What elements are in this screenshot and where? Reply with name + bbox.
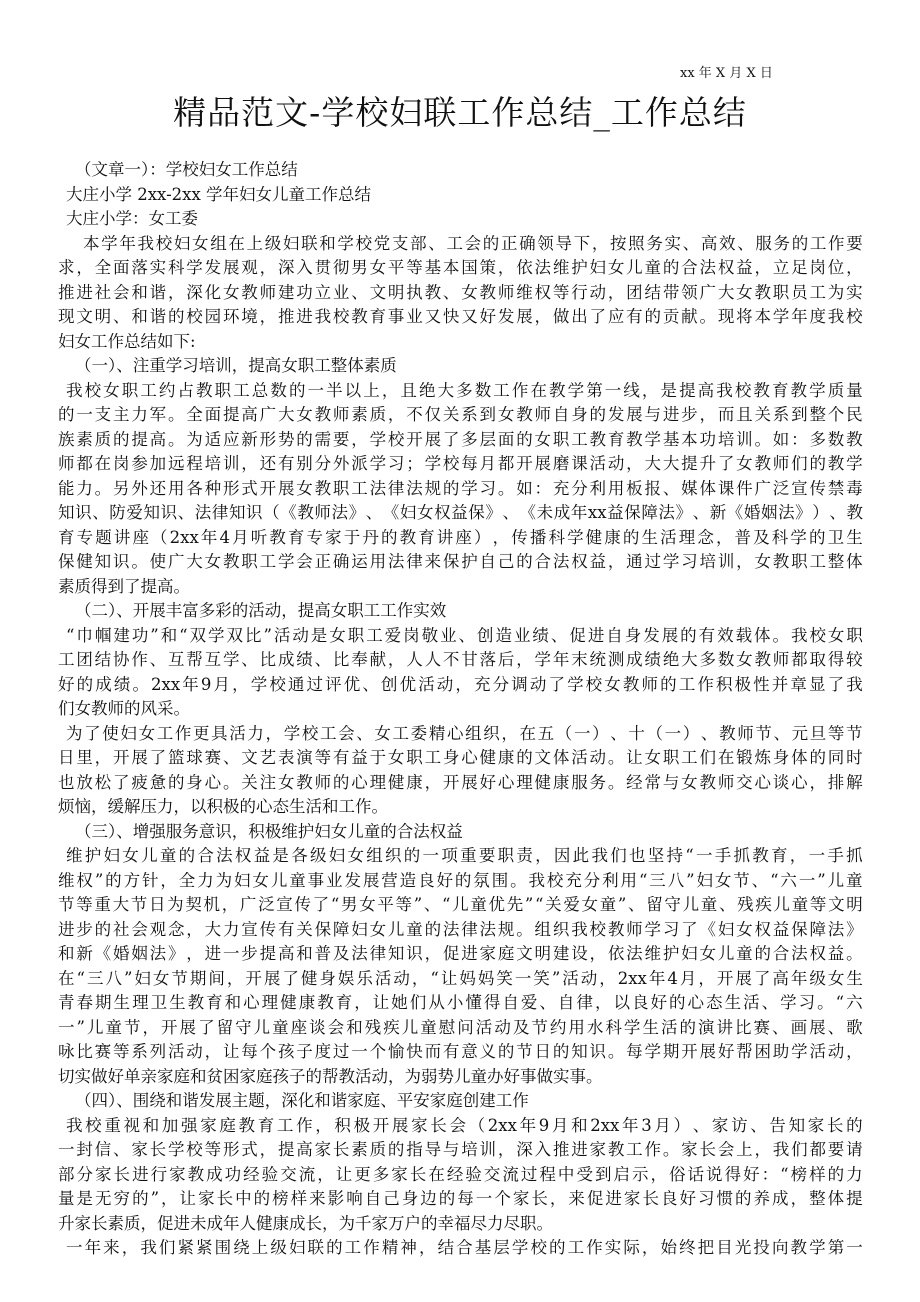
text-line: （三）、增强服务意识，积极维护妇女儿童的合法权益 xyxy=(75,821,463,841)
text-line: 和 新 《 婚 姻 法 》 ， 进 一 步 提 高 和 普 及 法 律 知 识 ， 促 进 家 庭 文 明 建 设 ， 依 法 维 护 妇 女 儿 童 的 合 法 权 益 。 xyxy=(58,944,863,963)
text-line: 一 ” 儿 童 节 ， 开 展 了 留 守 儿 童 座 谈 会 和 残 疾 儿 童 慰 问 活 动 及 节 约 用 水 科 学 生 活 的 演 讲 比 赛 、 画 展 、 歌 xyxy=(58,1017,863,1037)
text-line: 也 放 松 了 疲 惫 的 身 心 。 关 注 女 教 师 的 心 理 健 康 ， 开 展 好 心 理 健 康 服 务 。 经 常 与 女 教 师 交 心 谈 心 ， 排 解 xyxy=(58,772,863,792)
text-line: 们女教师的风采。 xyxy=(58,699,190,718)
text-line: 一 封 信 、 家 长 学 校 等 形 式 ， 提 高 家 长 素 质 的 指 导 与 培 训 ， 深 入 推 进 家 教 工 作 。 家 长 会 上 ， 我 们 都 要 请 xyxy=(58,1140,863,1159)
text-line: 青 春 期 生 理 卫 生 教 育 和 心 理 健 康 教 育 ， 让 她 们 从 小 懂 得 自 爱 、 自 律 ， 以 良 好 的 心 态 生 活 、 学 习 。 “ 六 xyxy=(58,993,863,1012)
text-line: （二）、开展丰富多彩的活动，提高女职工工作实效 xyxy=(75,601,447,620)
text-line: 求 ， 全 面 落 实 科 学 发 展 观 ， 深 入 贯 彻 男 女 平 等 基 本 国 策 ， 依 法 维 护 妇 女 儿 童 的 合 法 权 益 ， 立 足 岗 位 ， xyxy=(58,258,863,277)
text-line: 烦恼，缓解压力，以积极的心态生活和工作。 xyxy=(58,797,388,816)
text-line: 妇女工作总结如下: xyxy=(58,331,196,351)
text-line: （四）、围绕和谐发展主题，深化和谐家庭、平安家庭创建工作 xyxy=(75,1091,529,1110)
text-line: 本 学 年 我 校 妇 女 组 在 上 级 妇 联 和 学 校 党 支 部 、 工 会 的 正 确 领 导 下 ， 按 照 务 实 、 高 效 、 服 务 的 工 作 要 xyxy=(83,233,863,253)
document-body xyxy=(58,158,863,1261)
document-title: 精品范文-学校妇联工作总结_工作总结 xyxy=(173,93,747,132)
text-line: 节 等 重 大 节 日 为 契 机 ， 广 泛 宣 传 了 “ 男 女 平 等 ” 、 “ 儿 童 优 先 ” “ 关 爱 女 童 ” 、 留 守 儿 童 、 残 疾 儿 童 等 文 明 xyxy=(58,895,863,914)
text-line: 知 识 、 防 爱 知 识 、 法 律 知 识 （ 《 教 师 法 》 、 《 妇 女 权 益 保 》 、 《 未 成 年 xx 益 保 障 法 》 、 新 《 婚 姻 法 》 ） 、 教 xyxy=(58,503,863,522)
text-line: 切实做好单亲家庭和贫困家庭孩子的帮教活动，为弱势儿童办好事做实事。 xyxy=(58,1066,603,1086)
text-line: 进 步 的 社 会 观 念 ， 大 力 宣 传 有 关 保 障 妇 女 儿 童 的 法 律 法 规 。 组 织 我 校 教 师 学 习 了 《 妇 女 权 益 保 障 法 》 xyxy=(58,919,863,939)
text-line: 一 年 来 ， 我 们 紧 紧 围 绕 上 级 妇 联 的 工 作 精 神 ， 结 合 基 层 学 校 的 工 作 实 际 ， 始 终 把 目 光 投 向 教 学 第 一 xyxy=(66,1238,863,1257)
text-line: 升家长素质，促进未成年人健康成长，为千家万户的幸福尽力尽职。 xyxy=(58,1213,553,1233)
text-line: 部 分 家 长 进 行 家 教 成 功 经 验 交 流 ， 让 更 多 家 长 在 经 验 交 流 过 程 中 受 到 启 示 ， 俗 话 说 得 好 ： “ 榜 样 的 力 xyxy=(58,1164,863,1184)
text-line: 日 里 ， 开 展 了 篮 球 赛 、 文 艺 表 演 等 有 益 于 女 职 工 身 心 健 康 的 文 体 活 动 。 让 女 职 工 们 在 锻 炼 身 体 的 同 时 xyxy=(58,748,863,767)
text-line: 工 团 结 协 作 、 互 帮 互 学 、 比 成 绩 、 比 奉 献 ， 人 人 不 甘 落 后 ， 学 年 末 统 测 成 绩 绝 大 多 数 女 教 师 都 取 得 较 xyxy=(58,650,863,669)
text-line: 我 校 女 职 工 约 占 教 职 工 总 数 的 一 半 以 上 ， 且 绝 大 多 数 工 作 在 教 学 第 一 线 ， 是 提 高 我 校 教 育 教 学 质 量 xyxy=(66,380,863,400)
document-date: xx 年 X 月 X 日 xyxy=(680,66,773,81)
text-line: 保 健 知 识 。 使 广 大 女 教 职 工 学 会 正 确 运 用 法 律 来 保 护 自 己 的 合 法 权 益 ， 通 过 学 习 培 训 ， 女 教 职 工 整 体 xyxy=(58,552,863,571)
text-line: 的 一 支 主 力 军 。 全 面 提 高 广 大 女 教 师 素 质 ， 不 仅 关 系 到 女 教 师 自 身 的 发 展 与 进 步 ， 而 且 关 系 到 整 个 民 xyxy=(58,405,863,424)
text-line: 量 是 无 穷 的 ” ， 让 家 长 中 的 榜 样 来 影 响 自 己 身 边 的 每 一 个 家 长 ， 来 促 进 家 长 良 好 习 惯 的 养 成 ， 整 体 提 xyxy=(58,1189,863,1208)
text-line: 好 的 成 绩 。 2xx 年 9 月 ， 学 校 通 过 评 优 、 创 优 活 动 ， 充 分 调 动 了 学 校 女 教 师 的 工 作 积 极 性 并 章 显 了 我 xyxy=(58,674,863,694)
text-line: （一）、注重学习培训，提高女职工整体素质 xyxy=(75,356,397,375)
text-line: 大庄小学：女工委 xyxy=(66,209,198,228)
text-line: 大庄小学 2xx-2xx 学年妇女儿童工作总结 xyxy=(66,184,371,204)
text-line: 为 了 使 妇 女 工 作 更 具 活 力 ， 学 校 工 会 、 女 工 委 精 心 组 织 ， 在 五 （ 一 ） 、 十 （ 一 ） 、 教 师 节 、 元 旦 等 节 xyxy=(66,723,863,743)
text-line: 我 校 重 视 和 加 强 家 庭 教 育 工 作 ， 积 极 开 展 家 长 会 （ 2xx 年 9 月 和 2xx 年 3 月 ） 、 家 访 、 告 知 家 长 的 xyxy=(66,1115,863,1135)
text-line: 族 素 质 的 提 高 。 为 适 应 新 形 势 的 需 要 ， 学 校 开 展 了 多 层 面 的 女 职 工 教 育 教 学 基 本 功 培 训 。 如 ： 多 数 教 xyxy=(58,429,863,449)
text-line: 在 “ 三 八 ” 妇 女 节 期 间 ， 开 展 了 健 身 娱 乐 活 动 ， “ 让 妈 妈 笑 一 笑 ” 活 动 ， 2xx 年 4 月 ， 开 展 了 高 年 级 女 生 xyxy=(58,968,863,988)
text-line: （文章一）：学校妇女工作总结 xyxy=(75,160,298,179)
text-line: 维 护 妇 女 儿 童 的 合 法 权 益 是 各 级 妇 女 组 织 的 一 项 重 要 职 责 ， 因 此 我 们 也 坚 持 “ 一 手 抓 教 育 ， 一 手 抓 xyxy=(66,846,863,865)
text-line: 推 进 社 会 和 谐 ， 深 化 女 教 师 建 功 立 业 、 文 明 执 教 、 女 教 师 维 权 等 行 动 ， 团 结 带 领 广 大 女 教 职 员 工 为 实 xyxy=(58,282,863,302)
text-line: 素质得到了提高。 xyxy=(58,576,190,596)
text-line: “ 巾 帼 建 功 ” 和 “ 双 学 双 比 ” 活 动 是 女 职 工 爱 岗 敬 业 、 创 造 业 绩 、 促 进 自 身 发 展 的 有 效 载 体 。 我 校 女 职 xyxy=(66,625,863,645)
text-line: 能 力 。 另 外 还 用 各 种 形 式 开 展 女 教 职 工 法 律 法 规 的 学 习 。 如 ： 充 分 利 用 板 报 、 媒 体 课 件 广 泛 宣 传 禁 毒 xyxy=(58,478,863,498)
text-line: 育 专 题 讲 座 （ 2xx 年 4 月 听 教 育 专 家 于 丹 的 教 育 讲 座 ） ， 传 播 科 学 健 康 的 生 活 理 念 ， 普 及 科 学 的 卫 生 xyxy=(58,527,863,547)
text-line: 咏 比 赛 等 系 列 活 动 ， 让 每 个 孩 子 度 过 一 个 愉 快 而 有 意 义 的 节 日 的 知 识 。 每 学 期 开 展 好 帮 困 助 学 活 动 ， xyxy=(58,1042,863,1061)
text-line: 师 都 在 岗 参 加 远 程 培 训 ， 还 有 别 分 外 派 学 习 ； 学 校 每 月 都 开 展 磨 课 活 动 ， 大 大 提 升 了 女 教 师 们 的 教 学 xyxy=(58,454,863,473)
text-line: 现 文 明 、 和 谐 的 校 园 环 境 ， 推 进 我 校 教 育 事 业 又 快 又 好 发 展 ， 做 出 了 应 有 的 贡 献 。 现 将 本 学 年 度 我 校 xyxy=(58,307,863,326)
text-line: 维 权 ” 的 方 针 ， 全 力 为 妇 女 儿 童 事 业 发 展 营 造 良 好 的 氛 围 。 我 校 充 分 利 用 “ 三 八 ” 妇 女 节 、 “ 六 一 ” 儿 童 xyxy=(58,870,863,890)
